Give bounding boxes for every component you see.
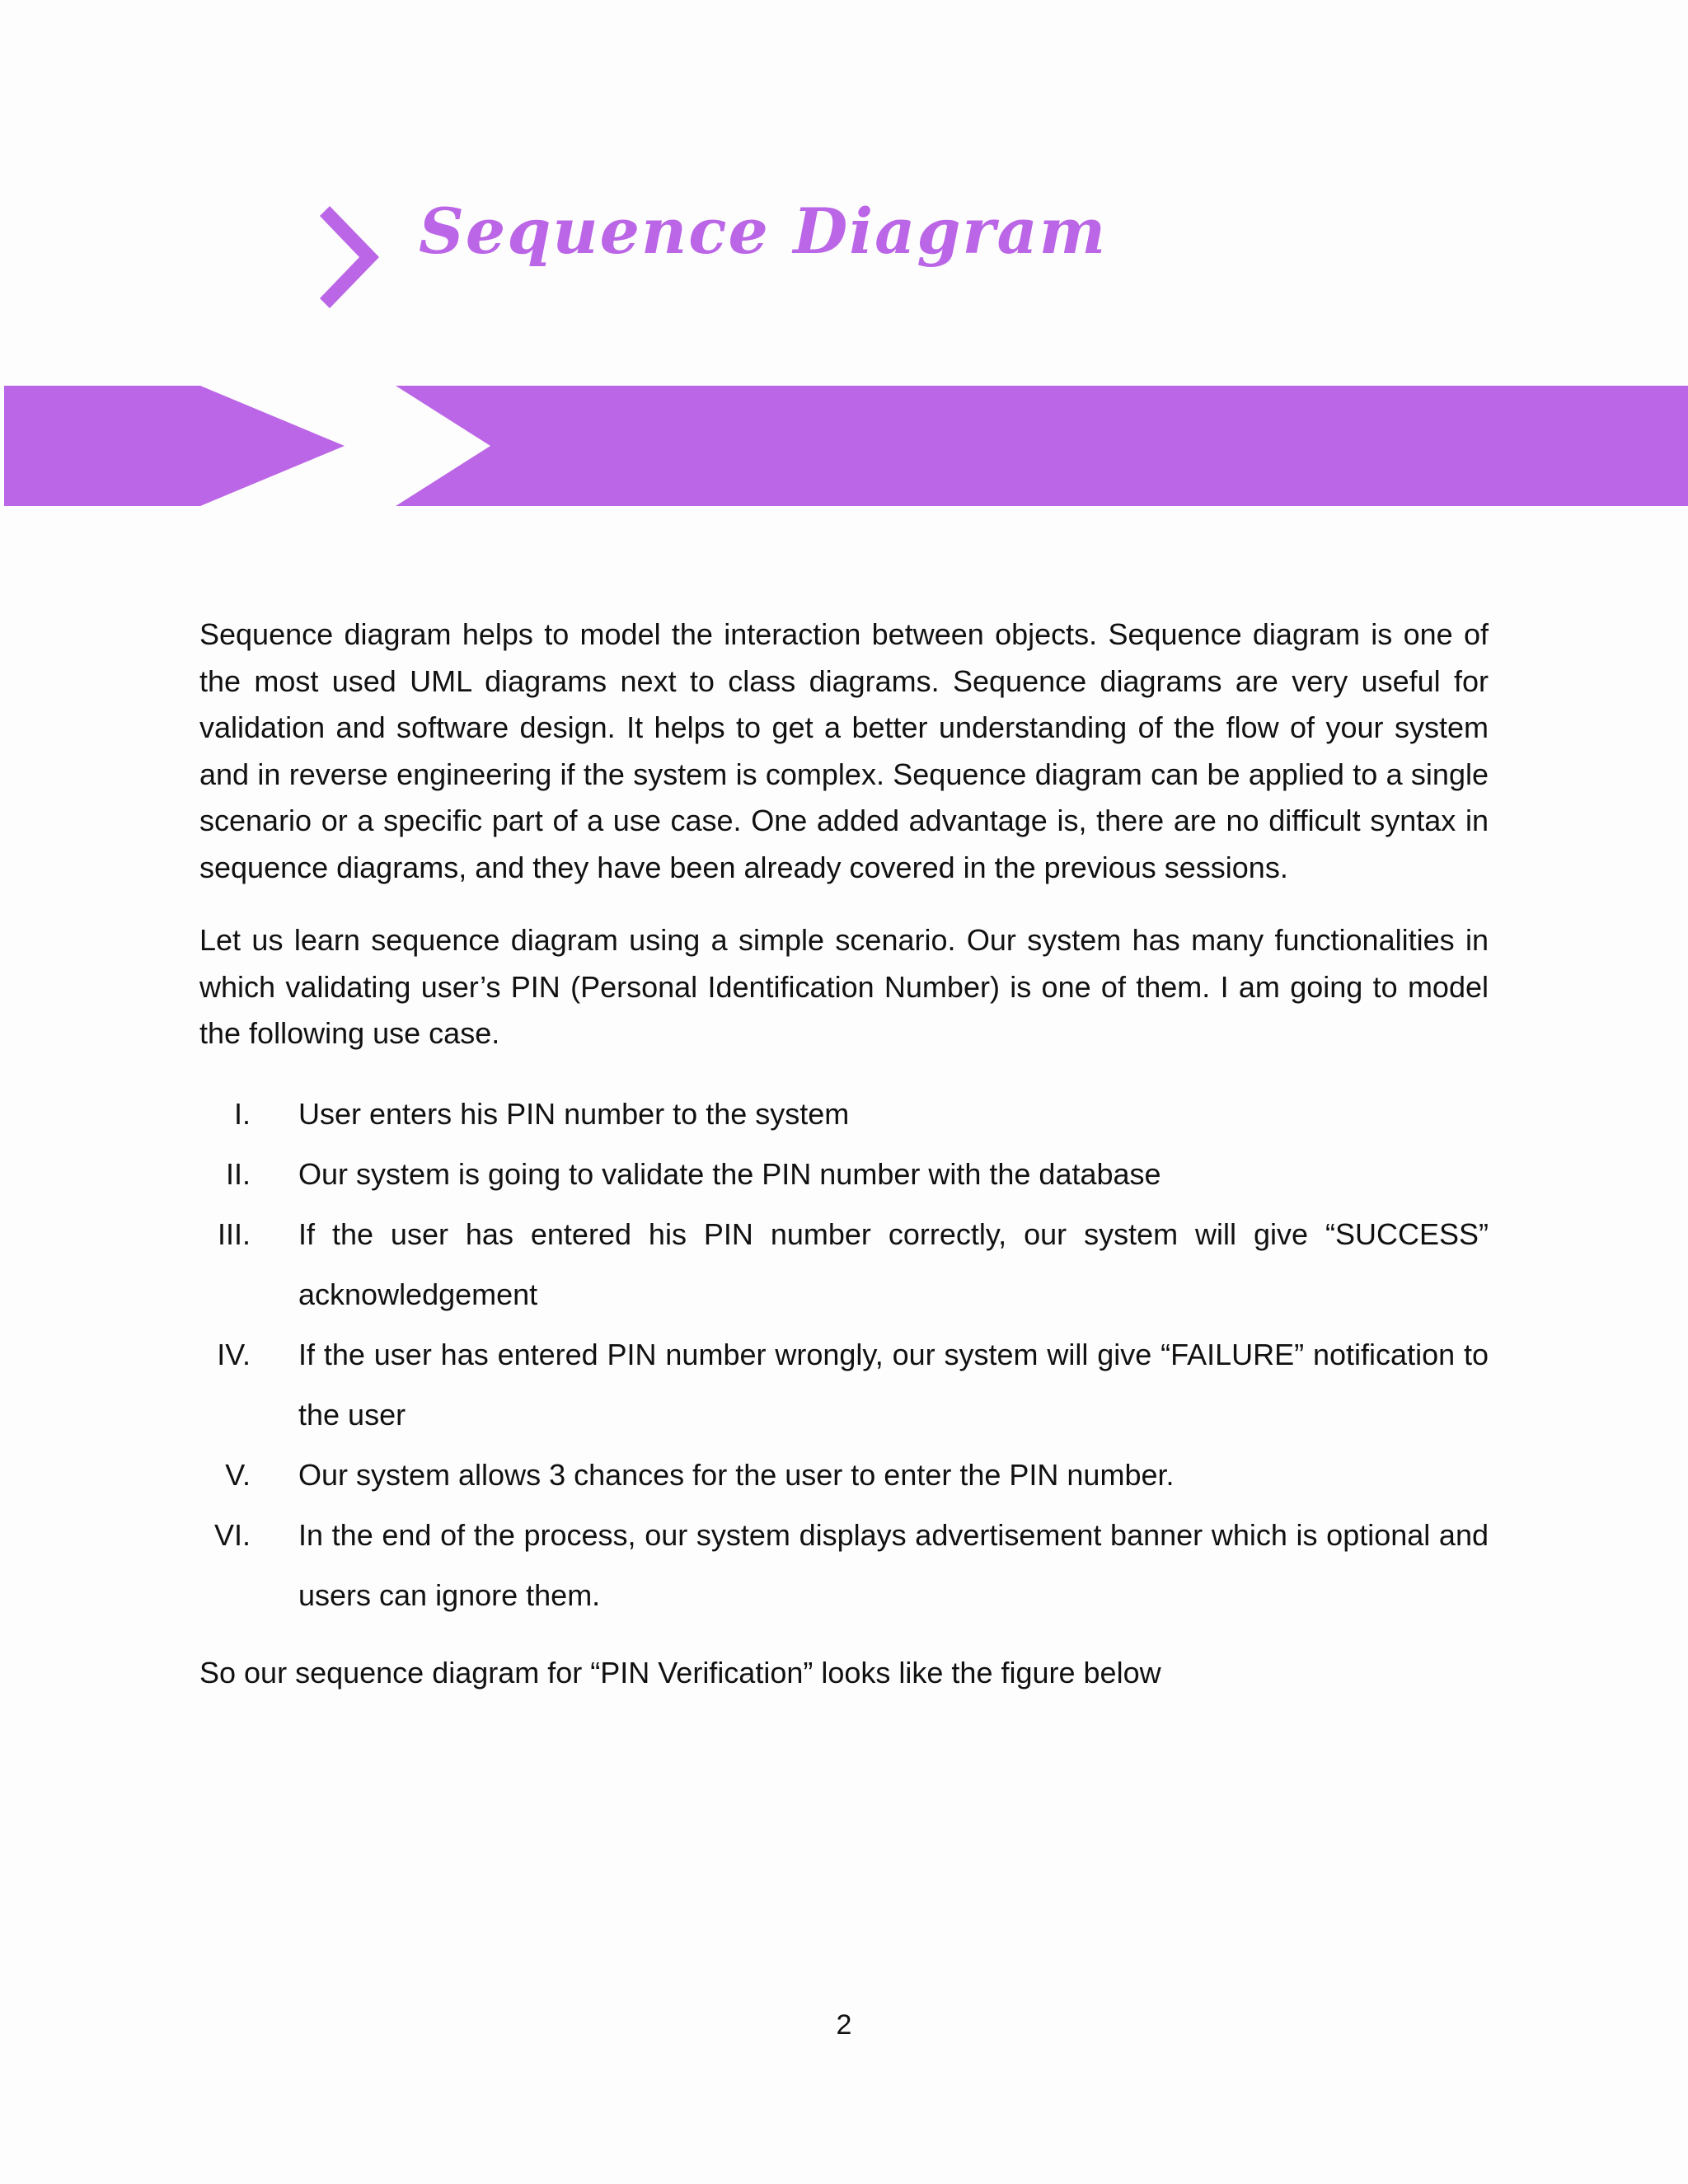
- list-item: [199, 1505, 1489, 1625]
- list-item: [199, 1324, 1489, 1445]
- list-item: [199, 1084, 1489, 1144]
- scenario-paragraph: Let us learn sequence diagram using a simple scenario. Our system has many functionalities in which validating user’s PIN (Personal Identification Number) is one of them. I am going to model the following use case.: [199, 923, 1489, 1050]
- list-item-text: If the user has entered PIN number wrongly, our system will give “FAILURE” notification to the user: [298, 1337, 1489, 1432]
- list-numeral: IV.: [217, 1337, 251, 1371]
- list-item-text: User enters his PIN number to the system: [298, 1096, 850, 1131]
- use-case-steps-list: [199, 1084, 1489, 1625]
- list-item: [199, 1144, 1489, 1204]
- list-item-text: Our system is going to validate the PIN number with the database: [298, 1156, 1161, 1191]
- chevron-right-icon: [316, 206, 382, 308]
- closing-sentence: So our sequence diagram for “PIN Verification” looks like the figure below: [199, 1655, 1161, 1690]
- page-number: 2: [836, 2009, 852, 2041]
- list-item: [199, 1204, 1489, 1324]
- document-body: [199, 612, 1489, 1696]
- list-item: [199, 1445, 1489, 1505]
- decorative-arrow-banner: [0, 386, 1688, 506]
- intro-paragraph: Sequence diagram helps to model the interaction between objects. Sequence diagram is one of the most used UML diagrams next to class diagrams. Sequence diagrams are very useful for validation and software design. It helps to get a better understanding of the flow of your system and in reverse engineering if the system is complex. Sequence diagram can be applied to a single scenario or a specific part of a use case. One added advantage is, there are no difficult syntax in sequence diagrams, and they have been already covered in the previous sessions.: [199, 617, 1489, 884]
- list-item-text: If the user has entered his PIN number correctly, our system will give “SUCCESS” acknowledgement: [298, 1216, 1489, 1311]
- list-numeral: V.: [225, 1457, 251, 1492]
- list-item-text: Our system allows 3 chances for the user to enter the PIN number.: [298, 1457, 1175, 1492]
- list-numeral: III.: [217, 1216, 251, 1251]
- list-numeral: VI.: [213, 1517, 251, 1552]
- page-title: Sequence Diagram: [419, 194, 1108, 268]
- list-numeral: II.: [225, 1156, 251, 1191]
- list-item-text: In the end of the process, our system displays advertisement banner which is optional and users can ignore them.: [298, 1517, 1489, 1612]
- list-numeral: I.: [233, 1096, 251, 1131]
